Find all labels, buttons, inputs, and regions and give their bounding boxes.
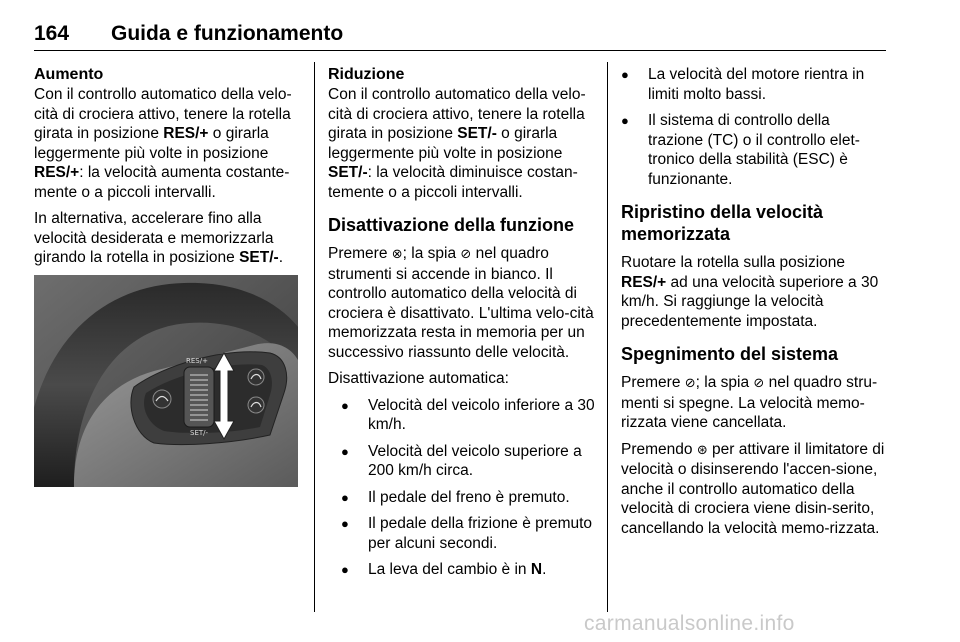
list-item: ● Il pedale della frizione è premuto per alcuni secondi. — [341, 514, 596, 553]
svg-text:SET/-: SET/- — [190, 428, 209, 437]
column-1 — [34, 65, 300, 487]
deactivation-list-continued — [621, 65, 889, 189]
heading-disattivazione: Disattivazione della funzione — [328, 215, 575, 235]
cruise-control-icon: ⊘ — [753, 376, 765, 391]
paragraph-aumento-2: In alternativa, accelerare fino alla velocità desiderata e memorizzarla girando la rotella in posizione SET/-. — [34, 210, 284, 266]
column-3 — [621, 65, 889, 545]
steering-wheel-figure — [34, 275, 298, 487]
deactivation-list — [328, 396, 596, 580]
cruise-control-icon: ⊘ — [684, 376, 696, 391]
paragraph-limitatore: Premendo ⊛ per attivare il limitatore di velocità o disinserendo l'accen-sione, anche il controllo automatico della velocità di crociera viene disin-serito, cancellando la velocità memo-rizzata. — [621, 440, 885, 537]
paragraph-aumento-1: Con il controllo automatico della velo-cità di crociera attivo, tenere la rotella girata in posizione RES/+ o girarla leggermente più volte in posizione RES/+: la velocità aumenta costante-mente o a piccoli intervalli. — [34, 86, 292, 201]
paragraph-ripristino: Ruotare la rotella sulla posizione RES/+ ad una velocità superiore a 30 km/h. Si raggiunge la velocità precedentemente impostata. — [621, 254, 879, 330]
steering-wheel-illustration — [34, 275, 298, 487]
paragraph-disattivazione: Premere ⊗; la spia ⊘ nel quadro strumenti si accende in bianco. Il controllo automatico della velocità di crociera è disattivato. L'ultima velo-cità memorizzata resta in memoria per un successivo riassunto delle velocità. — [328, 245, 594, 361]
cancel-icon: ⊗ — [391, 247, 403, 262]
page-number: 164 — [34, 22, 70, 45]
svg-text:RES/+: RES/+ — [186, 356, 208, 365]
paragraph-spegnimento: Premere ⊘; la spia ⊘ nel quadro stru-menti si spegne. La velocità memo-rizzata viene cancellata. — [621, 374, 878, 431]
list-item: ● Velocità del veicolo superiore a 200 km/h circa. — [341, 442, 596, 481]
speed-limiter-icon: ⊛ — [696, 442, 708, 458]
heading-spegnimento: Spegnimento del sistema — [621, 344, 839, 364]
column-divider-2 — [607, 62, 608, 612]
paragraph-riduzione: Con il controllo automatico della velo-cità di crociera attivo, tenere la rotella girata in posizione SET/- o girarla leggermente più volte in posizione SET/-: la velocità diminuisce costan-temente o a piccoli intervalli. — [328, 86, 586, 201]
column-2 — [328, 65, 596, 587]
column-divider-1 — [314, 62, 315, 612]
header-rule — [34, 50, 886, 51]
page-header — [34, 6, 886, 50]
list-item: ● La velocità del motore rientra in limiti molto bassi. — [621, 65, 889, 104]
cruise-control-icon: ⊘ — [460, 247, 472, 262]
watermark: carmanualsonline.info — [584, 612, 795, 635]
heading-aumento: Aumento — [34, 66, 104, 83]
list-item: ● Velocità del veicolo inferiore a 30 km/h. — [341, 396, 596, 435]
heading-ripristino: Ripristino della velocità memorizzata — [621, 202, 824, 244]
paragraph-disattivazione-automatica: Disattivazione automatica: — [328, 370, 509, 387]
list-item: ● La leva del cambio è in N. — [341, 560, 596, 580]
list-item: ● Il sistema di controllo della trazione (TC) o il controllo elet-tronico della stabilità (ESC) è funzionante. — [621, 111, 889, 189]
heading-riduzione: Riduzione — [328, 66, 405, 83]
list-item: ● Il pedale del freno è premuto. — [341, 488, 596, 508]
page-title: Guida e funzionamento — [111, 22, 344, 45]
